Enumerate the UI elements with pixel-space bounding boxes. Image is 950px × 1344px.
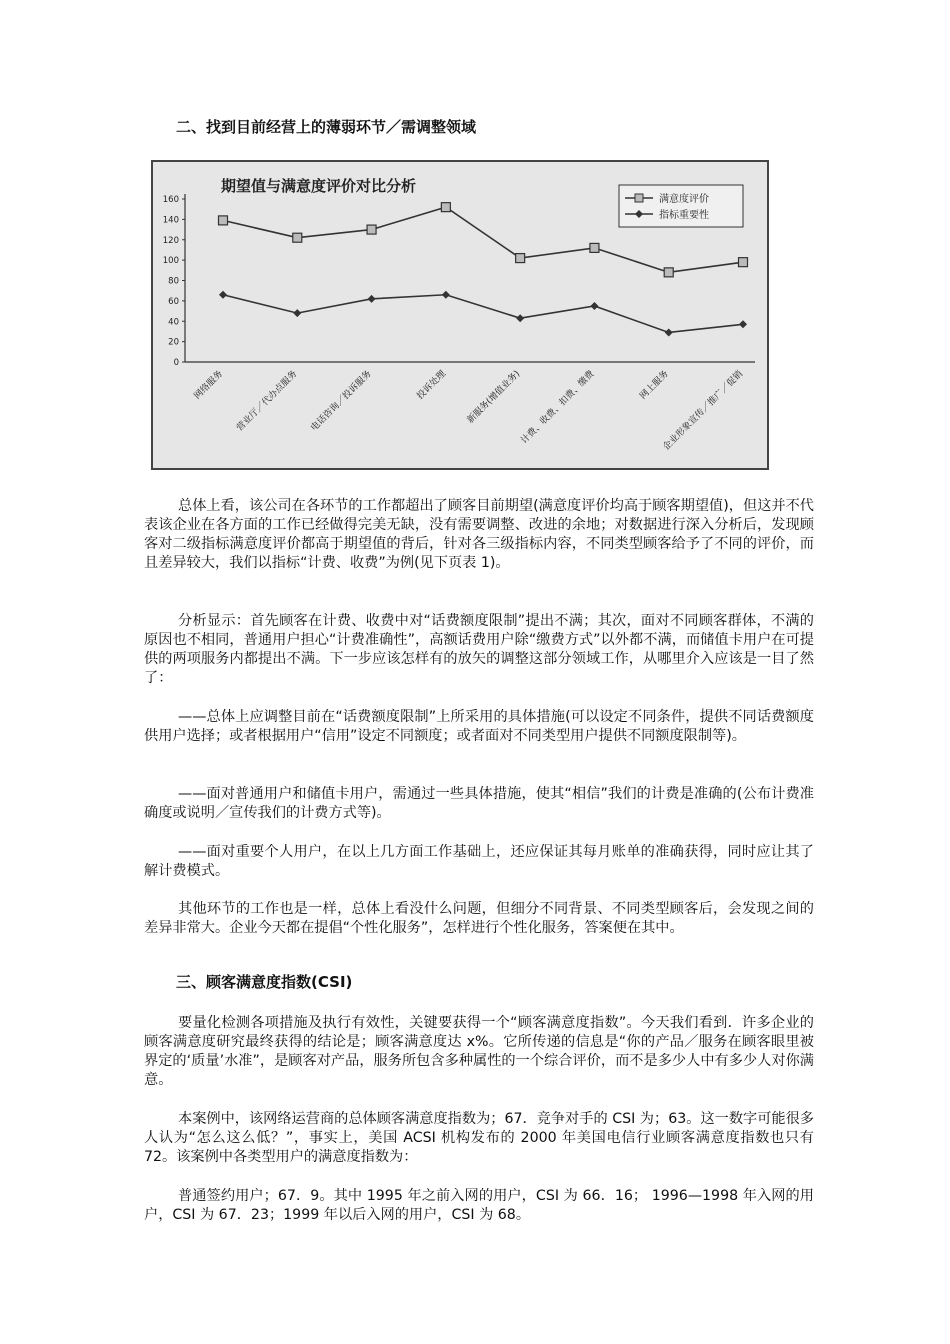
x-tick-label: 计费、收费、扣费、缴费	[519, 369, 597, 447]
importance-point	[442, 291, 450, 299]
y-tick-label: 60	[168, 296, 179, 307]
y-tick-label: 120	[162, 235, 179, 246]
satisfaction-point	[219, 216, 228, 225]
paragraph-9: 普通签约用户；67．9。其中 1995 年之前入网的用户，CSI 为 66．16； 1996—1998 年入网的用户，CSI 为 67．23；1999 年以后入网的用户，CSI 为 68。	[144, 1188, 814, 1223]
comparison-chart	[151, 160, 769, 470]
x-tick-label: 企业形象宣传／推广／促销	[661, 369, 746, 453]
paragraph-5: ——面对重要个人用户，在以上几方面工作基础上，还应保证其每月账单的准确获得，同时应让其了解计费模式。	[144, 844, 814, 879]
x-tick-label: 电话咨询／投诉服务	[309, 369, 374, 434]
paragraph-6: 其他环节的工作也是一样，总体上看没什么问题，但细分不同背景、不同类型顾客后，会发现之间的差异非常大。企业今天都在提倡“个性化服务”，怎样进行个性化服务，答案便在其中。	[144, 901, 814, 936]
section-heading-3: 三、顾客满意度指数(CSI)	[176, 973, 353, 991]
paragraph-8: 本案例中，该网络运营商的总体顾客满意度指数为；67．竞争对手的 CSI 为；63。这一数字可能很多人认为“怎么这么低？”，事实上，美国 ACSI 机构发布的 2000 年美国电信行业顾客满意度指数也只有 72。该案例中各类型用户的满意度指数为：	[144, 1111, 814, 1165]
importance-point	[739, 320, 747, 328]
satisfaction-point	[293, 233, 302, 242]
y-tick-label: 0	[173, 358, 179, 368]
importance-point	[516, 314, 524, 322]
importance-point	[665, 328, 673, 336]
y-tick-label: 100	[162, 256, 179, 267]
satisfaction-point	[516, 254, 525, 263]
satisfaction-point	[367, 225, 376, 234]
section-heading-2: 二、找到目前经营上的薄弱环节／需调整领域	[176, 118, 477, 136]
x-tick-label: 投诉处理	[415, 369, 448, 402]
importance-point	[219, 291, 227, 299]
x-tick-label: 网络服务	[192, 369, 226, 402]
y-tick-label: 160	[162, 195, 179, 205]
paragraph-3: ——总体上应调整目前在“话费额度限制”上所采用的具体措施(可以设定不同条件，提供不同话费额度供用户选择；或者根据用户“信用”设定不同额度；或者面对不同类型用户提供不同额度限制等)。	[144, 709, 814, 744]
paragraph-4: ——面对普通用户和储值卡用户，需通过一些具体措施，使其“相信”我们的计费是准确的(公布计费准确度或说明／宣传我们的计费方式等)。	[144, 786, 814, 821]
importance-point	[293, 309, 301, 317]
x-tick-label: 网上服务	[638, 369, 671, 402]
series-line-2	[223, 295, 743, 333]
satisfaction-point	[739, 258, 748, 267]
legend-marker-square	[635, 194, 643, 202]
x-tick-label: 营业厅／代办点服务	[235, 369, 300, 434]
y-tick-label: 40	[168, 317, 179, 328]
satisfaction-point	[590, 243, 599, 252]
chart-svg	[153, 162, 767, 468]
importance-point	[590, 302, 598, 310]
legend-label: 指标重要性	[659, 210, 709, 221]
paragraph-1: 总体上看，该公司在各环节的工作都超出了顾客目前期望(满意度评价均高于顾客期望值)，但这并不代表该企业在各方面的工作已经做得完美无缺，没有需要调整、改进的余地；对数据进行深入分析后，发现顾客对二级指标满意度评价都高于期望值的背后，针对各三级指标内容，不同类型顾客给予了不同的评价，而且差异较大，我们以指标“计费、收费”为例(见下页表 1)。	[144, 498, 814, 571]
paragraph-7: 要量化检测各项措施及执行有效性，关键要获得一个“顾客满意度指数”。今天我们看到．许多企业的顾客满意度研究最终获得的结论是；顾客满意度达 x%。它所传递的信息是“你的产品／服务在顾客眼里被界定的‘质量’水准”，是顾客对产品，服务所包含多种属性的一个综合评价，而不是多少人中有多少人对你满意。	[144, 1015, 814, 1088]
x-tick-label: 新服务(增值业务)	[465, 369, 523, 426]
y-tick-label: 140	[162, 215, 179, 226]
y-tick-label: 80	[168, 276, 179, 287]
y-tick-label: 20	[168, 337, 179, 348]
legend-label: 满意度评价	[659, 194, 709, 205]
chart-title: 期望值与满意度评价对比分析	[221, 177, 417, 195]
paragraph-2: 分析显示：首先顾客在计费、收费中对“话费额度限制”提出不满；其次，面对不同顾客群体，不满的原因也不相同，普通用户担心“计费准确性”，高额话费用户除“缴费方式”以外都不满，而储值卡用户在可提供的两项服务内都提出不满。下一步应该怎样有的放矢的调整这部分领域工作，从哪里介入应该是一目了然了：	[144, 613, 814, 686]
importance-point	[368, 295, 376, 303]
satisfaction-point	[441, 203, 450, 212]
satisfaction-point	[664, 268, 673, 277]
